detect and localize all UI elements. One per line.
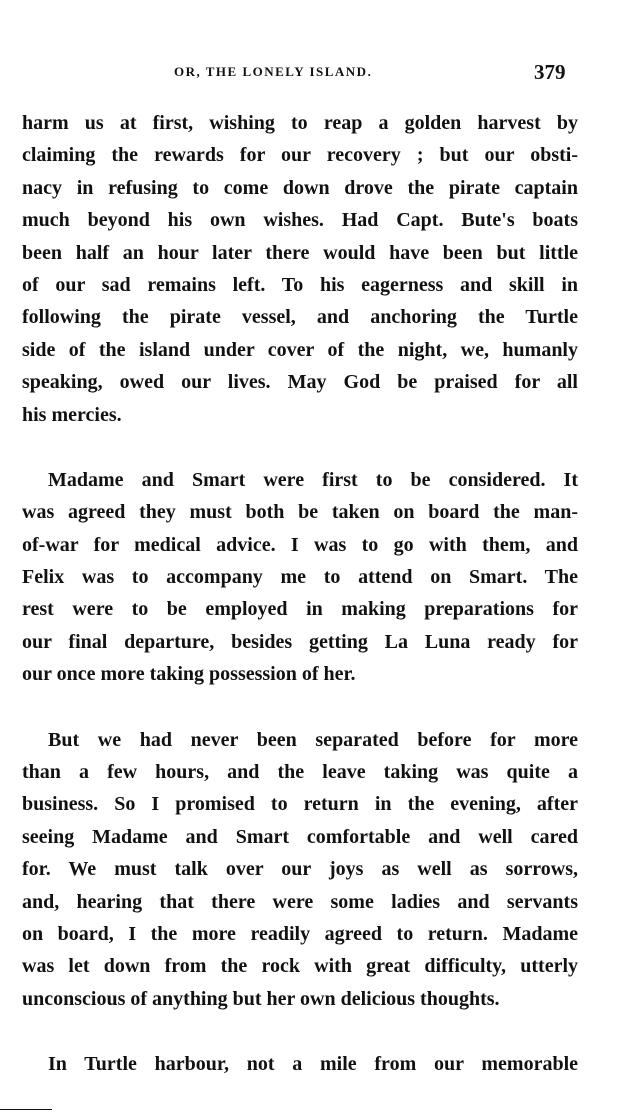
paragraph: [22, 107, 578, 431]
text-line: Madame and Smart were first to be considered. It: [48, 468, 578, 491]
text-line: was let down from the rock with great difficulty, utterly: [22, 955, 578, 978]
text-line: on board, I the more readily agreed to return. Madame: [22, 922, 578, 945]
page-number: 379: [534, 60, 566, 84]
footer-rule: [0, 1109, 52, 1110]
text-line: our once more taking possession of her.: [22, 663, 356, 686]
paragraph-gap: [22, 1015, 578, 1048]
body-text: [22, 107, 578, 1081]
text-line: and, hearing that there were some ladies and servants: [22, 890, 578, 913]
text-line: his mercies.: [22, 403, 122, 426]
text-line: claiming the rewards for our recovery ; but our obsti-: [22, 144, 578, 167]
text-line: nacy in refusing to come down drove the pirate captain: [22, 176, 578, 199]
paragraph: [22, 1048, 578, 1080]
text-line: was agreed they must both be taken on board the man-: [22, 501, 578, 524]
text-line: been half an hour later there would have been but little: [22, 241, 578, 264]
text-line: unconscious of anything but her own delicious thoughts.: [22, 987, 500, 1010]
running-title: OR, THE LONELY ISLAND.: [174, 64, 373, 79]
text-line: much beyond his own wishes. Had Capt. Bute's boats: [22, 209, 578, 232]
text-line: of our sad remains left. To his eagerness and skill in: [22, 273, 578, 296]
text-line: harm us at first, wishing to reap a golden harvest by: [22, 112, 578, 134]
paragraph-gap: [22, 431, 578, 464]
text-line: speaking, owed our lives. May God be praised for all: [22, 371, 578, 394]
text-line: our final departure, besides getting La Luna ready for: [22, 630, 578, 653]
paragraph: [22, 724, 578, 1016]
text-line: rest were to be employed in making preparations for: [22, 598, 578, 621]
text-line: seeing Madame and Smart comfortable and well cared: [22, 825, 578, 848]
text-line: In Turtle harbour, not a mile from our memorable: [48, 1053, 578, 1076]
text-line: for. We must talk over our joys as well as sorrows,: [22, 858, 578, 881]
text-line: than a few hours, and the leave taking was quite a: [22, 761, 578, 784]
paragraph-gap: [22, 691, 578, 724]
running-head: [0, 60, 633, 90]
text-line: Felix was to accompany me to attend on Smart. The: [22, 566, 578, 589]
text-line: But we had never been separated before for more: [48, 728, 578, 751]
text-line: business. So I promised to return in the evening, after: [22, 793, 578, 816]
paragraph: [22, 464, 578, 691]
text-line: of-war for medical advice. I was to go with them, and: [22, 533, 578, 556]
text-line: side of the island under cover of the night, we, humanly: [22, 338, 578, 361]
text-line: following the pirate vessel, and anchoring the Turtle: [22, 306, 578, 329]
